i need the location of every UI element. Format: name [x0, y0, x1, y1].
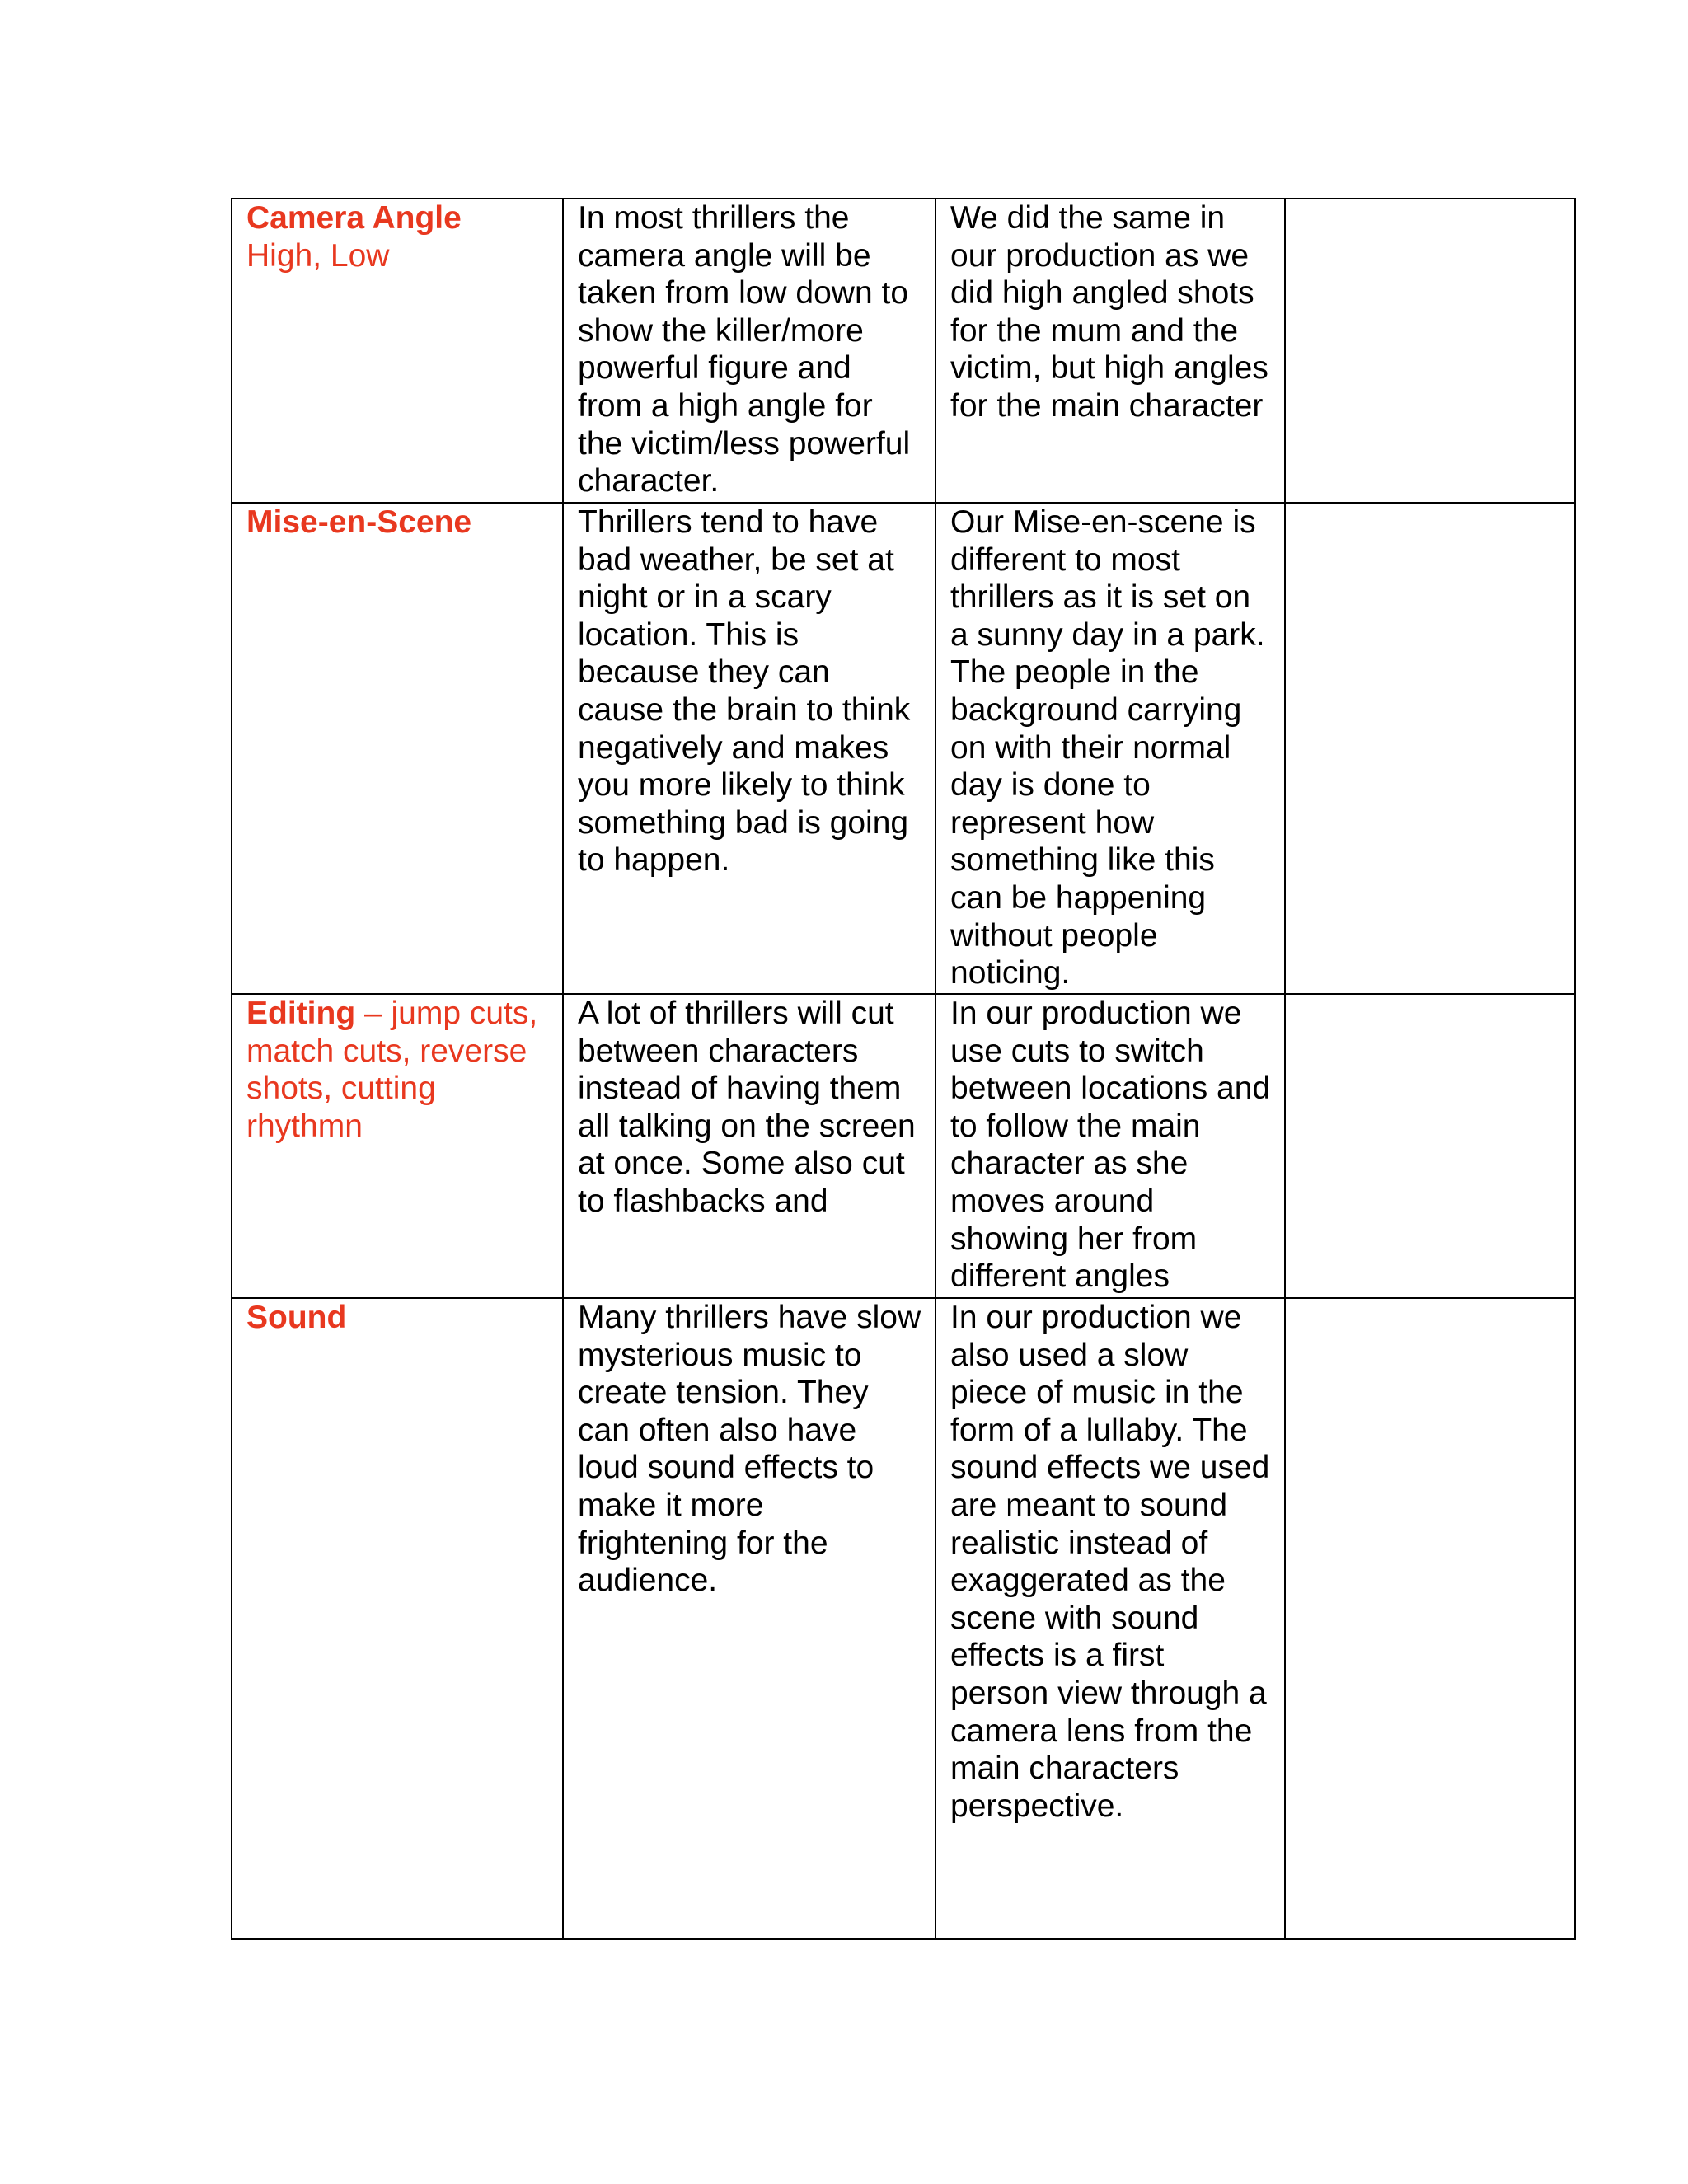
- table-row-sound: [232, 1298, 1575, 1939]
- our-production-cell: [935, 199, 1285, 503]
- technique-cell: [232, 1298, 563, 1939]
- conventions-text: Many thrillers have slow mysterious music to create tension. They can often also have loud sound effects to make it more frightening for the audience.: [578, 1300, 921, 1599]
- our-production-text: Our Mise-en-scene is different to most thrillers as it is set on a sunny day in a park. The people in the background carrying on with their normal day is done to represent how something like this can be happening without people noticing.: [950, 504, 1265, 991]
- conventions-text: In most thrillers the camera angle will be taken from low down to show the killer/more powerful figure and from a high angle for the victim/less powerful character.: [578, 200, 911, 499]
- conventions-text: A lot of thrillers will cut between characters instead of having them all talking on the screen at once. Some also cut to flashbacks and: [578, 996, 916, 1219]
- technique-title: Mise-en-Scene: [246, 504, 472, 540]
- our-production-cell: [935, 1298, 1285, 1939]
- our-production-cell: [935, 994, 1285, 1298]
- technique-cell: [232, 199, 563, 503]
- table-row-editing: [232, 994, 1575, 1298]
- our-production-text: We did the same in our production as we did high angled shots for the mum and the victim, but high angles for the main character: [950, 200, 1268, 424]
- our-production-text: In our production we use cuts to switch between locations and to follow the main character as she moves around showing her from different angles: [950, 996, 1271, 1295]
- our-production-cell: [935, 503, 1285, 994]
- notes-cell: [1285, 503, 1575, 994]
- technique-cell: [232, 994, 563, 1298]
- notes-cell: [1285, 199, 1575, 503]
- table-row-mise-en-scene: [232, 503, 1575, 994]
- conventions-text: Thrillers tend to have bad weather, be set at night or in a scary location. This is because they can cause the brain to think negatively and makes you more likely to think something bad is going to happen.: [578, 504, 911, 879]
- technique-title: Camera Angle: [246, 200, 462, 236]
- table-row-camera-angle: [232, 199, 1575, 503]
- technique-cell: [232, 503, 563, 994]
- technique-title: Editing: [246, 996, 356, 1031]
- conventions-cell: [563, 503, 935, 994]
- technique-title: Sound: [246, 1300, 347, 1335]
- technique-title-suffix: – jump cuts, match cuts, reverse shots, cutting rhythmn: [246, 996, 538, 1144]
- notes-cell: [1285, 994, 1575, 1298]
- notes-cell: [1285, 1298, 1575, 1939]
- analysis-table: [231, 198, 1576, 1940]
- conventions-cell: [563, 199, 935, 503]
- conventions-cell: [563, 1298, 935, 1939]
- our-production-text: In our production we also used a slow piece of music in the form of a lullaby. The sound effects we used are meant to sound realistic instead of exaggerated as the scene with sound effects is a first person view through a camera lens from the main characters perspective.: [950, 1300, 1270, 1824]
- technique-subtitle: High, Low: [246, 237, 390, 274]
- conventions-cell: [563, 994, 935, 1298]
